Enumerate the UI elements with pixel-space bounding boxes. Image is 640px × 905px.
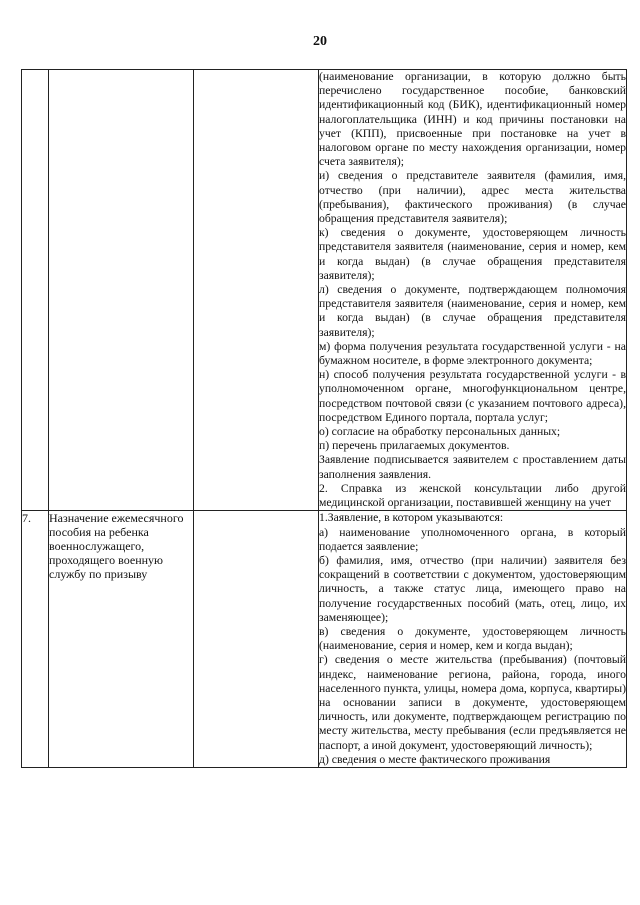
empty-cell (194, 70, 319, 511)
paragraph: н) способ получения результата государственной услуги - в уполномоченном органе, многофункциональном центре, посредством почтовой связи (с указанием почтового адреса), посредством Единого портала, портала услуг; (319, 368, 626, 424)
service-name-cell (49, 70, 194, 511)
documents-cell (319, 511, 627, 768)
paragraph: м) форма получения результата государственной услуги - на бумажном носителе, в форме электронного документа; (319, 339, 626, 368)
paragraph: 1.Заявление, в котором указываются: (319, 511, 504, 525)
paragraph: б) фамилия, имя, отчество (при наличии) заявителя без сокращений в соответствии с документом, удостоверяющим личность, а также статус лица, имеющего право на получение государственных пособий (мать, отец, лицо, их заменяющее); (319, 553, 626, 624)
paragraph: (наименование организации, в которую должно быть перечислено государственное пособие, банковский идентификационный код (БИК), идентификационный номер налогоплательщика (ИНН) и код причины постановки на учет (КПП), присвоенные при постановке на учет в налоговом органе по месту нахождения организации, номер счета заявителя); (319, 70, 626, 169)
paragraph: и) сведения о представителе заявителя (фамилия, имя, отчество (при наличии), адрес места жительства (пребывания), фактического проживания) (в случае обращения представителя заявителя); (319, 169, 626, 226)
paragraph: г) сведения о месте жительства (пребывания) (почтовый индекс, наименование региона, района, города, иного населенного пункта, улицы, номера дома, корпуса, квартиры) на основании записи в документе, удостоверяющем личность, или документе, подтверждающем регистрацию по месту жительства, месту пребывания (если предъявляется не паспорт, а иной документ, удостоверяющий личность); (319, 653, 626, 752)
empty-cell (194, 511, 319, 768)
service-name-cell: Назначение ежемесячного пособия на ребенка военнослужащего, проходящего военную службу по призыву (49, 511, 194, 768)
paragraph: а) наименование уполномоченного органа, в который подается заявление; (319, 525, 626, 553)
table-row-7 (22, 511, 627, 768)
paragraph: к) сведения о документе, удостоверяющем личность представителя заявителя (наименование, серия и номер, кем и когда выдан) (в случае обращения представителя заявителя); (319, 226, 626, 282)
row-number-cell (22, 70, 49, 511)
page-number: 20 (313, 34, 327, 49)
table-row-continuation (22, 70, 627, 511)
paragraph: л) сведения о документе, подтверждающем полномочия представителя заявителя (наименование, серия и номер, кем и когда выдан) (в случае обращения представителя заявителя); (319, 283, 626, 339)
paragraph: п) перечень прилагаемых документов. (319, 439, 510, 453)
services-table (21, 69, 627, 768)
paragraph: в) сведения о документе, удостоверяющем личность (наименование, серия и номер, кем и когда выдан); (319, 624, 626, 653)
paragraph: 2. Справка из женской консультации либо другой медицинской организации, поставившей женщину на учет (319, 481, 626, 510)
documents-cell (319, 70, 627, 511)
paragraph: Заявление подписывается заявителем с проставлением даты заполнения заявления. (319, 453, 626, 481)
row-number-cell: 7. (22, 511, 49, 768)
paragraph: о) согласие на обработку персональных данных; (319, 425, 561, 439)
paragraph: д) сведения о месте фактического проживания (319, 752, 551, 766)
